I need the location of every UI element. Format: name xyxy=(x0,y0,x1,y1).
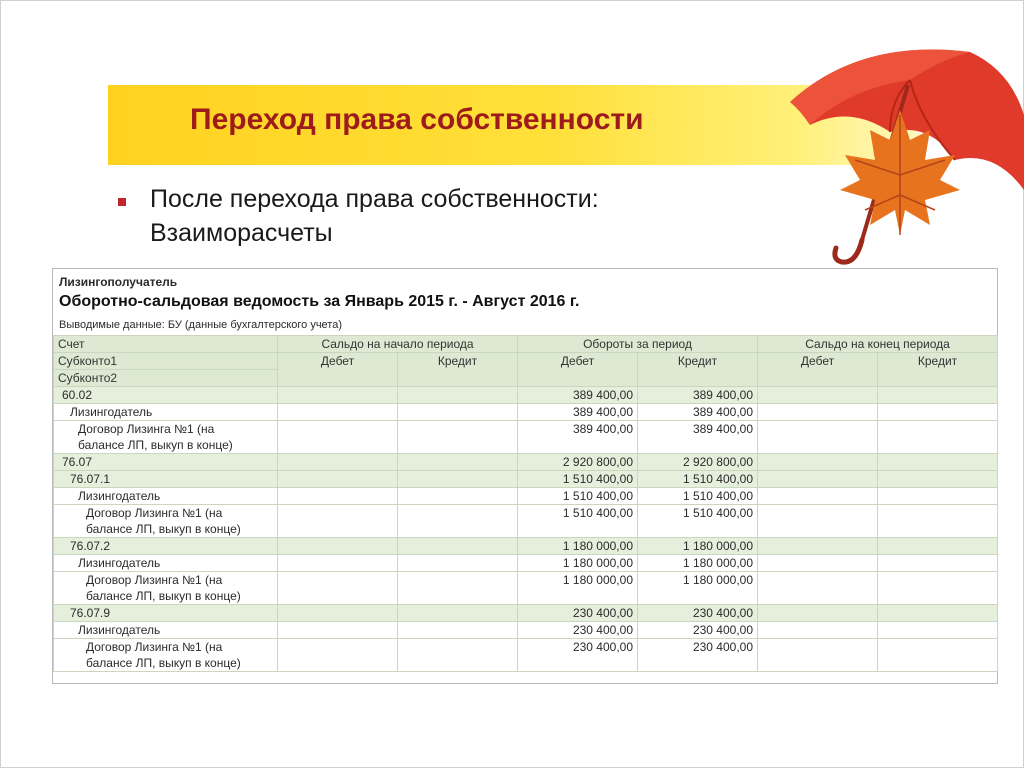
cell-turnover-credit: 230 400,00 xyxy=(638,639,758,672)
cell-turnover-credit: 1 510 400,00 xyxy=(638,505,758,538)
cell-turnover-debit: 1 180 000,00 xyxy=(518,572,638,605)
cell-empty xyxy=(758,421,878,454)
slide-title: Переход права собственности xyxy=(190,103,644,136)
row-account xyxy=(54,572,278,605)
col-turnover: Обороты за период xyxy=(518,336,758,353)
cell-empty xyxy=(878,555,998,572)
cell-turnover-credit: 2 920 800,00 xyxy=(638,454,758,471)
table-row xyxy=(54,572,998,605)
table-row xyxy=(54,387,998,404)
cell-turnover-debit: 1 510 400,00 xyxy=(518,488,638,505)
cell-empty xyxy=(758,505,878,538)
cell-turnover-debit: 230 400,00 xyxy=(518,639,638,672)
cell-empty xyxy=(398,572,518,605)
report-table xyxy=(53,335,998,672)
cell-empty xyxy=(878,454,998,471)
report-organization: Лизингополучатель xyxy=(59,275,178,289)
cell-turnover-credit: 1 180 000,00 xyxy=(638,572,758,605)
cell-empty xyxy=(398,505,518,538)
cell-turnover-credit: 1 510 400,00 xyxy=(638,488,758,505)
umbrella-icon xyxy=(770,40,1024,280)
col-debit: Дебет xyxy=(758,353,878,387)
cell-empty xyxy=(758,538,878,555)
cell-empty xyxy=(398,404,518,421)
contract-line-2: балансе ЛП, выкуп в конце) xyxy=(86,522,241,536)
bullet-text xyxy=(150,182,599,250)
cell-turnover-credit: 1 180 000,00 xyxy=(638,538,758,555)
cell-empty xyxy=(878,639,998,672)
cell-turnover-debit: 389 400,00 xyxy=(518,387,638,404)
table-row xyxy=(54,639,998,672)
col-saldo-end: Сальдо на конец периода xyxy=(758,336,998,353)
cell-empty xyxy=(758,555,878,572)
bullet-marker xyxy=(118,198,126,206)
cell-empty xyxy=(758,404,878,421)
report-data-line xyxy=(59,319,342,331)
contract-line-1: Договор Лизинга №1 (на xyxy=(86,573,223,587)
cell-turnover-credit: 1 510 400,00 xyxy=(638,471,758,488)
row-account xyxy=(54,421,278,454)
cell-empty xyxy=(758,572,878,605)
cell-turnover-debit: 389 400,00 xyxy=(518,404,638,421)
row-account xyxy=(54,505,278,538)
cell-empty xyxy=(758,622,878,639)
cell-empty xyxy=(878,622,998,639)
cell-empty xyxy=(758,454,878,471)
cell-empty xyxy=(398,622,518,639)
table-row xyxy=(54,622,998,639)
cell-empty xyxy=(398,471,518,488)
table-row xyxy=(54,421,998,454)
table-row xyxy=(54,488,998,505)
contract-line-2: балансе ЛП, выкуп в конце) xyxy=(78,438,233,452)
data-label: Выводимые данные: xyxy=(59,319,165,331)
cell-empty xyxy=(878,404,998,421)
bullet-line-1: После перехода права собственности: xyxy=(150,185,599,213)
cell-turnover-credit: 389 400,00 xyxy=(638,404,758,421)
cell-turnover-debit: 1 180 000,00 xyxy=(518,538,638,555)
bullet-line-2: Взаиморасчеты xyxy=(150,219,333,247)
row-account: Лизингодатель xyxy=(54,404,278,421)
cell-empty xyxy=(278,572,398,605)
row-account xyxy=(54,639,278,672)
cell-empty xyxy=(398,555,518,572)
row-account: 76.07.1 xyxy=(54,471,278,488)
cell-turnover-credit: 230 400,00 xyxy=(638,622,758,639)
row-account: Лизингодатель xyxy=(54,555,278,572)
cell-empty xyxy=(398,421,518,454)
cell-empty xyxy=(878,605,998,622)
row-account: 60.02 xyxy=(54,387,278,404)
cell-empty xyxy=(878,538,998,555)
table-row xyxy=(54,605,998,622)
cell-empty xyxy=(398,387,518,404)
row-account: Лизингодатель xyxy=(54,488,278,505)
cell-empty xyxy=(878,572,998,605)
row-account: 76.07.9 xyxy=(54,605,278,622)
cell-empty xyxy=(398,538,518,555)
cell-turnover-debit: 1 510 400,00 xyxy=(518,505,638,538)
cell-empty xyxy=(278,387,398,404)
cell-empty xyxy=(758,639,878,672)
cell-turnover-debit: 230 400,00 xyxy=(518,622,638,639)
cell-empty xyxy=(278,454,398,471)
cell-turnover-debit: 2 920 800,00 xyxy=(518,454,638,471)
cell-empty xyxy=(878,387,998,404)
table-row xyxy=(54,454,998,471)
cell-empty xyxy=(878,471,998,488)
contract-line-2: балансе ЛП, выкуп в конце) xyxy=(86,589,241,603)
col-schet: Счет xyxy=(54,336,278,353)
col-subkonto1: Субконто1 xyxy=(54,353,278,370)
table-row xyxy=(54,555,998,572)
cell-empty xyxy=(398,639,518,672)
cell-empty xyxy=(278,622,398,639)
cell-empty xyxy=(278,471,398,488)
col-credit: Кредит xyxy=(638,353,758,387)
cell-empty xyxy=(758,471,878,488)
row-account: 76.07 xyxy=(54,454,278,471)
col-debit: Дебет xyxy=(518,353,638,387)
cell-empty xyxy=(278,639,398,672)
row-account: 76.07.2 xyxy=(54,538,278,555)
row-account: Лизингодатель xyxy=(54,622,278,639)
cell-turnover-credit: 389 400,00 xyxy=(638,421,758,454)
contract-line-1: Договор Лизинга №1 (на xyxy=(86,640,223,654)
header-row xyxy=(54,353,998,370)
col-saldo-start: Сальдо на начало периода xyxy=(278,336,518,353)
cell-empty xyxy=(758,387,878,404)
cell-empty xyxy=(878,505,998,538)
cell-empty xyxy=(278,488,398,505)
cell-turnover-credit: 1 180 000,00 xyxy=(638,555,758,572)
contract-line-2: балансе ЛП, выкуп в конце) xyxy=(86,656,241,670)
cell-empty xyxy=(398,454,518,471)
cell-empty xyxy=(278,538,398,555)
cell-turnover-credit: 389 400,00 xyxy=(638,387,758,404)
cell-empty xyxy=(278,404,398,421)
cell-empty xyxy=(278,505,398,538)
cell-turnover-debit: 1 180 000,00 xyxy=(518,555,638,572)
header-row xyxy=(54,336,998,353)
col-credit: Кредит xyxy=(878,353,998,387)
cell-empty xyxy=(278,421,398,454)
table-row xyxy=(54,471,998,488)
cell-turnover-debit: 1 510 400,00 xyxy=(518,471,638,488)
cell-empty xyxy=(398,488,518,505)
turnover-balance-report xyxy=(52,268,998,684)
cell-empty xyxy=(398,605,518,622)
col-debit: Дебет xyxy=(278,353,398,387)
table-row xyxy=(54,404,998,421)
cell-empty xyxy=(278,555,398,572)
cell-turnover-debit: 389 400,00 xyxy=(518,421,638,454)
table-row xyxy=(54,538,998,555)
cell-empty xyxy=(878,488,998,505)
contract-line-1: Договор Лизинга №1 (на xyxy=(78,422,215,436)
col-credit: Кредит xyxy=(398,353,518,387)
report-title: Оборотно-сальдовая ведомость за Январь 2015 г. - Август 2016 г. xyxy=(59,293,580,310)
cell-turnover-debit: 230 400,00 xyxy=(518,605,638,622)
cell-turnover-credit: 230 400,00 xyxy=(638,605,758,622)
cell-empty xyxy=(758,488,878,505)
col-subkonto2: Субконто2 xyxy=(54,370,278,387)
cell-empty xyxy=(758,605,878,622)
data-value: БУ (данные бухгалтерского учета) xyxy=(167,319,343,331)
contract-line-1: Договор Лизинга №1 (на xyxy=(86,506,223,520)
table-row xyxy=(54,505,998,538)
cell-empty xyxy=(278,605,398,622)
cell-empty xyxy=(878,421,998,454)
